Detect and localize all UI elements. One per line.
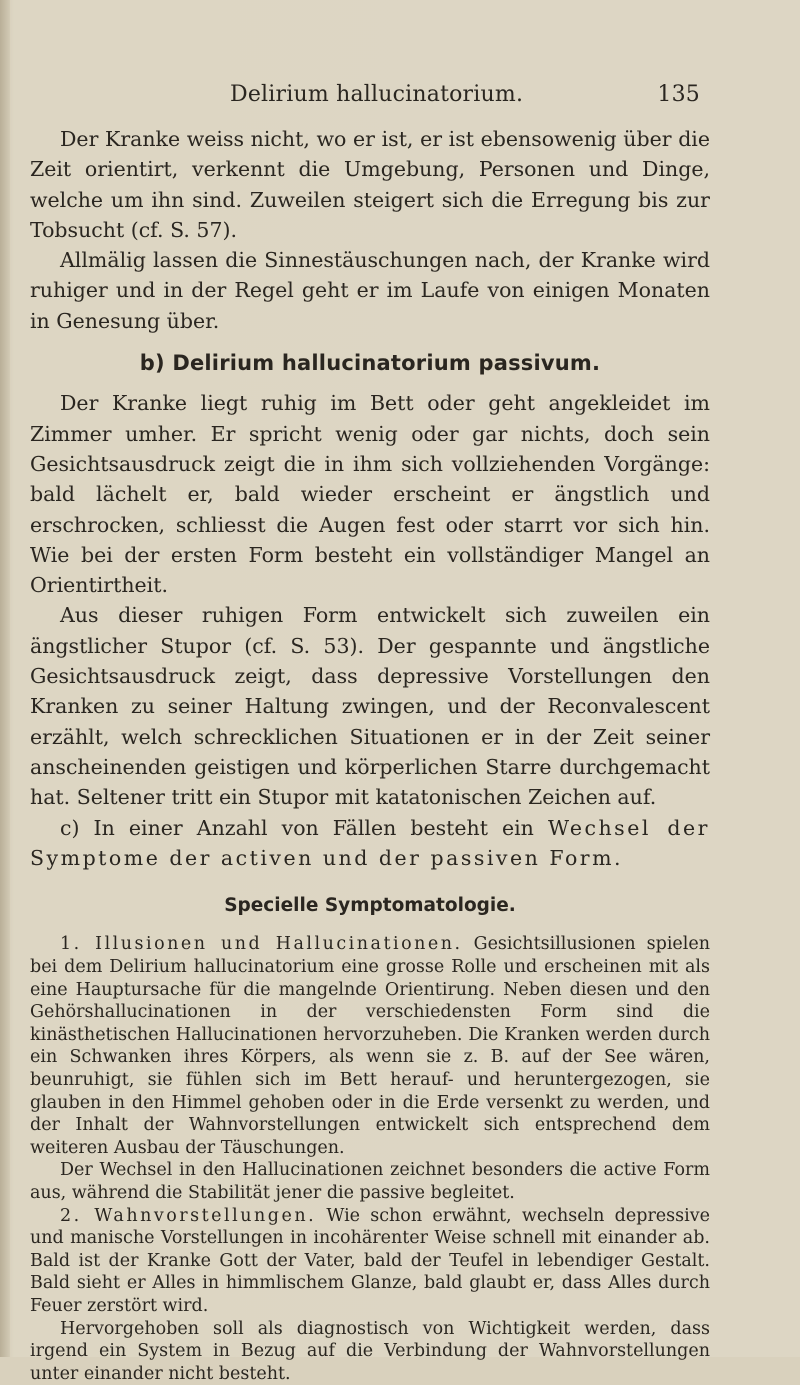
section-heading-special: Specielle Symptomatologie. xyxy=(224,895,516,917)
body-text xyxy=(30,124,710,1385)
paragraph-6-spaced: Wechsel der Symptome der activen und der passiven Form. xyxy=(30,815,710,870)
paragraph-2: Allmälig lassen die Sinnestäuschungen nach, der Kranke wird ruhiger und in der Regel geht er im Laufe von einigen Monaten in Genesung über. xyxy=(30,248,710,333)
paragraph-4: Der Kranke liegt ruhig im Bett oder geht angekleidet im Zimmer umher. Er spricht wenig oder gar nichts, doch sein Gesichtsausdruck zeigt die in ihm sich vollziehenden Vorgänge: bald lächelt er, bald wieder erscheint er ängstlich und erschrocken, schliesst die Augen fest oder starrt vor sich hin. Wie bei der ersten Form besteht ein vollständiger Mangel an Orientirtheit. xyxy=(30,391,710,598)
symptom-1-heading: 1. Illusionen und Hallucinationen. xyxy=(60,934,463,955)
paragraph-6-prefix: c) In einer Anzahl von Fällen besteht ein xyxy=(60,815,534,840)
paragraph-6 xyxy=(30,813,710,874)
symptom-3-heading: 2. Wahnvorstellungen. xyxy=(60,1205,317,1226)
symptom-paragraph-4: Hervorgehoben soll als diagnostisch von Wichtigkeit werden, dass irgend ein System in Bezug auf die Verbindung der Wahnvorstellungen unter einander nicht besteht. xyxy=(30,1318,710,1384)
running-title: Delirium hallucinatorium. xyxy=(230,82,524,107)
symptom-3-text: Wie schon erwähnt, wechseln depressive und manische Vorstellungen in incohärenter Weise schnell mit einander ab. Bald ist der Kranke Gott der Vater, bald der Teufel in lebendiger Gestalt. Bald sieht er Alles in himmlischem Glanze, bald glaubt er, dass Alles durch Feuer zerstört wird. xyxy=(30,1205,710,1316)
small-print-block xyxy=(30,933,710,1385)
binding-gutter xyxy=(0,0,10,1357)
symptom-paragraph-2: Der Wechsel in den Hallucinationen zeichnet besonders die active Form aus, während die Stabilität jener die passive begleitet. xyxy=(30,1160,710,1203)
symptom-1-text: Gesichtsillusionen spielen bei dem Delirium hallucinatorium eine grosse Rolle und erscheinen mit als eine Hauptursache für die mangelnde Orientirung. Neben diesen und den Gehörshallucinationen in der verschiedensten Form sind die kinästhetischen Hallucinationen hervorzuheben. Die Kranken werden durch ein Schwanken ihres Körpers, als wenn sie z. B. auf der See wären, beunruhigt, sie fühlen sich im Bett herauf- und heruntergezogen, sie glauben in den Himmel gehoben oder in die Erde versenkt zu werden, und der Inhalt der Wahnvorstellungen entwickelt sich entsprechend dem weiteren Ausbau der Täuschungen. xyxy=(30,934,710,1158)
symptom-paragraph-1 xyxy=(30,933,710,1159)
paragraph-1: Der Kranke weiss nicht, wo er ist, er ist ebensowenig über die Zeit orientirt, verkennt die Umgebung, Personen und Dinge, welche um ihn sind. Zuweilen steigert sich die Erregung bis zur Tobsucht (cf. S. 57). xyxy=(30,127,710,242)
symptom-paragraph-3 xyxy=(30,1205,710,1318)
page-number: 135 xyxy=(657,82,700,107)
paragraph-5: Aus dieser ruhigen Form entwickelt sich zuweilen ein ängstlicher Stupor (cf. S. 53). Der gespannte und ängstliche Gesichtsausdruck zeigt, dass depressive Vorstellungen den Kranken zu seiner Haltung zwingen, und der Reconvalescent erzählt, welch schrecklichen Situationen er in der Zeit seiner anscheinenden geistigen und körperlichen Starre durchgemacht hat. Seltener tritt ein Stupor mit katatonischen Zeichen auf. xyxy=(30,603,710,810)
section-heading-b: b) Delirium hallucinatorium passivum. xyxy=(139,351,601,376)
